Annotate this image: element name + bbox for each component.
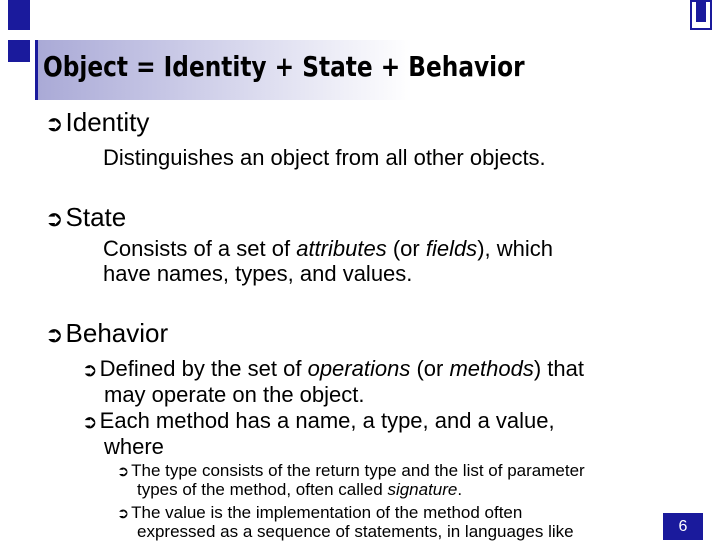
state-text-part: ), which bbox=[477, 236, 553, 261]
state-text-part: Consists of a set of bbox=[103, 236, 297, 261]
state-text-line2: have names, types, and values. bbox=[103, 261, 413, 286]
arrow-bullet-icon: ➲ bbox=[45, 111, 64, 136]
behavior-text-part: (or bbox=[410, 356, 450, 381]
arrow-bullet-icon: ➲ bbox=[45, 322, 64, 347]
each-method-line2: where bbox=[104, 434, 164, 459]
type-line2-part: . bbox=[457, 480, 463, 499]
behavior-sub-type bbox=[117, 462, 585, 499]
bullet-identity bbox=[45, 107, 149, 138]
type-line2-signature: signature bbox=[387, 480, 458, 499]
bullet-behavior bbox=[45, 318, 168, 349]
value-line1: The value is the implementation of the method often bbox=[131, 503, 523, 522]
state-text-fields: fields bbox=[425, 236, 478, 261]
type-line1: The type consists of the return type and the list of parameter bbox=[131, 461, 585, 480]
decor-square-left bbox=[8, 40, 30, 62]
behavior-text-methods: methods bbox=[449, 356, 534, 381]
behavior-sub-each-method bbox=[82, 408, 555, 459]
identity-heading: Identity bbox=[65, 107, 150, 137]
arrow-bullet-icon: ➲ bbox=[117, 464, 130, 480]
behavior-text-operations: operations bbox=[307, 356, 411, 381]
decor-square-top-left bbox=[8, 0, 30, 30]
behavior-text-line2: may operate on the object. bbox=[104, 382, 365, 407]
value-line2: expressed as a sequence of statements, in languages like bbox=[137, 522, 574, 541]
state-text-part: (or bbox=[386, 236, 426, 261]
arrow-bullet-icon: ➲ bbox=[82, 359, 98, 380]
slide-title: Object = Identity + State + Behavior bbox=[43, 50, 525, 83]
decor-square-top-right bbox=[696, 0, 706, 22]
arrow-bullet-icon: ➲ bbox=[82, 411, 98, 432]
type-line2-part: types of the method, often called bbox=[137, 480, 388, 499]
each-method-line1: Each method has a name, a type, and a value, bbox=[99, 408, 555, 433]
state-text-attributes: attributes bbox=[296, 236, 387, 261]
behavior-sub-defined bbox=[82, 356, 584, 407]
state-heading: State bbox=[65, 202, 127, 232]
behavior-sub-value bbox=[117, 504, 574, 541]
page-number: 6 bbox=[663, 513, 703, 540]
behavior-heading: Behavior bbox=[65, 318, 169, 348]
behavior-text-part: Defined by the set of bbox=[99, 356, 308, 381]
arrow-bullet-icon: ➲ bbox=[45, 206, 64, 231]
identity-text: Distinguishes an object from all other objects. bbox=[103, 145, 546, 170]
state-text bbox=[103, 236, 553, 286]
bullet-state bbox=[45, 202, 126, 233]
behavior-text-part: ) that bbox=[533, 356, 584, 381]
arrow-bullet-icon: ➲ bbox=[117, 506, 130, 522]
